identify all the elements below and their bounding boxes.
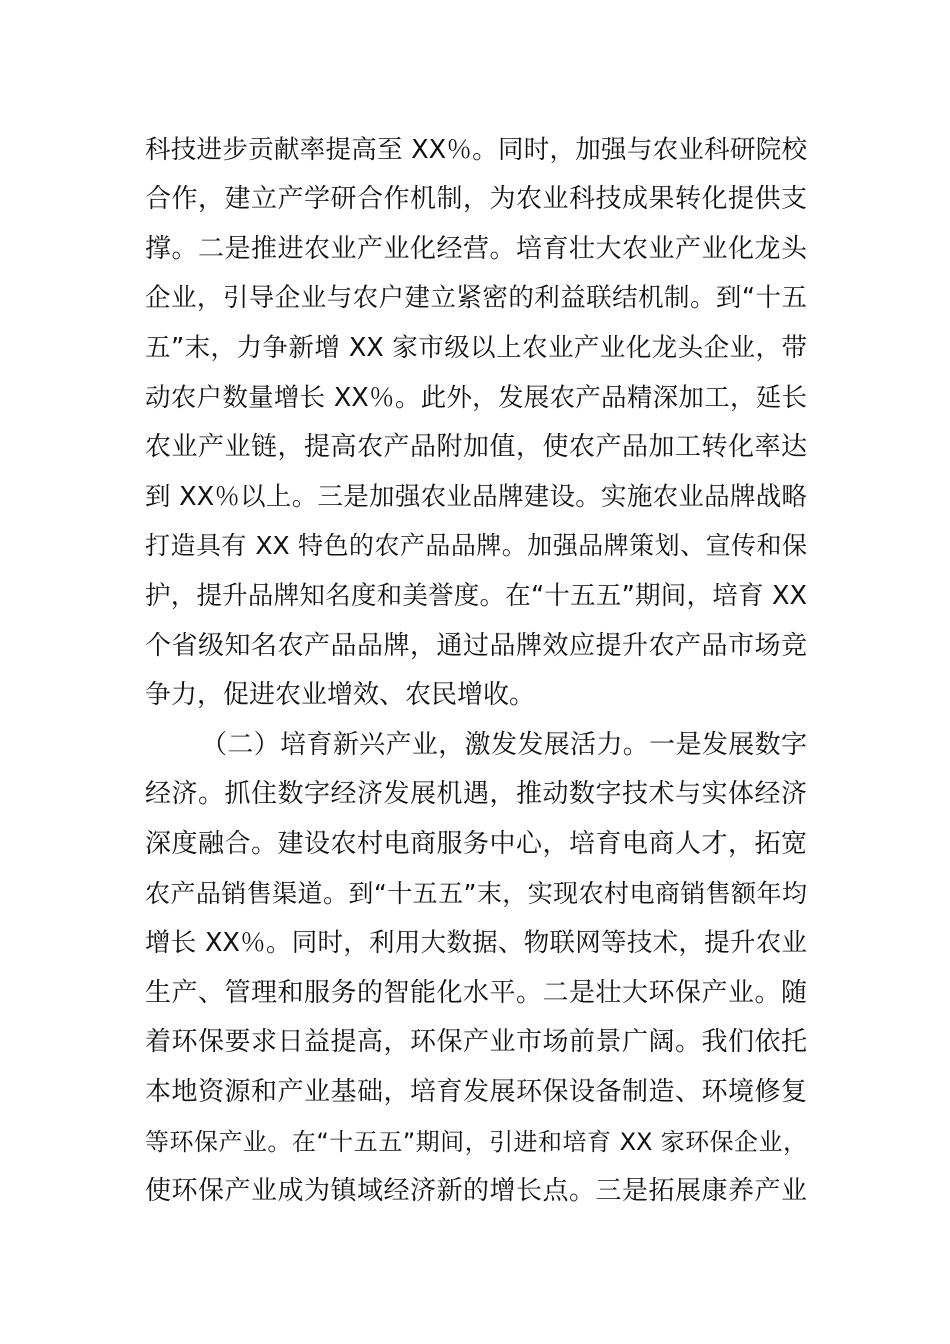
text-line: 企业，引导企业与农户建立紧密的利益联结机制。到“十五 [145,283,807,313]
text-line: 到 XX％以上。三是加强农业品牌建设。实施农业品牌战略 [145,482,807,512]
text-line: 动农户数量增长 XX％。此外，发展农产品精深加工，延长 [145,383,807,413]
text-line: 经济。抓住数字经济发展机遇，推动数字技术与实体经济 [145,779,807,809]
text-line: 护，提升品牌知名度和美誉度。在“十五五”期间，培育 XX [145,581,807,611]
text-line: 深度融合。建设农村电商服务中心，培育电商人才，拓宽 [145,829,807,859]
text-line: 增长 XX％。同时，利用大数据、物联网等技术，提升农业 [145,928,807,958]
text-line: 打造具有 XX 特色的农产品品牌。加强品牌策划、宣传和保 [145,531,807,560]
text-line: 着环保要求日益提高，环保产业市场前景广阔。我们依托 [145,1027,807,1057]
section-heading-line: （二）培育新兴产业，激发发展活力。一是发展数字 [201,730,807,760]
text-line: 争力，促进农业增效、农民增收。 [145,680,536,710]
text-line: 撑。二是推进农业产业化经营。培育壮大农业产业化龙头 [145,234,807,264]
text-line: 科技进步贡献率提高至 XX％。同时，加强与农业科研院校 [145,135,807,165]
text-line: 农产品销售渠道。到“十五五”末，实现农村电商销售额年均 [145,879,807,908]
text-line: 使环保产业成为镇域经济新的增长点。三是拓展康养产业 [145,1176,807,1206]
text-line: 生产、管理和服务的智能化水平。二是壮大环保产业。随 [145,978,807,1008]
text-line: 等环保产业。在“十五五”期间，引进和培育 XX 家环保企业， [145,1128,807,1156]
text-line: 五”末，力争新增 XX 家市级以上农业产业化龙头企业，带 [145,333,807,363]
text-line: 个省级知名农产品品牌，通过品牌效应提升农产品市场竞 [145,631,807,661]
text-line: 本地资源和产业基础，培育发展环保设备制造、环境修复 [145,1077,807,1107]
text-line: 合作，建立产学研合作机制，为农业科技成果转化提供支 [145,184,807,214]
text-line: 农业产业链，提高农产品附加值，使农产品加工转化率达 [145,432,807,462]
